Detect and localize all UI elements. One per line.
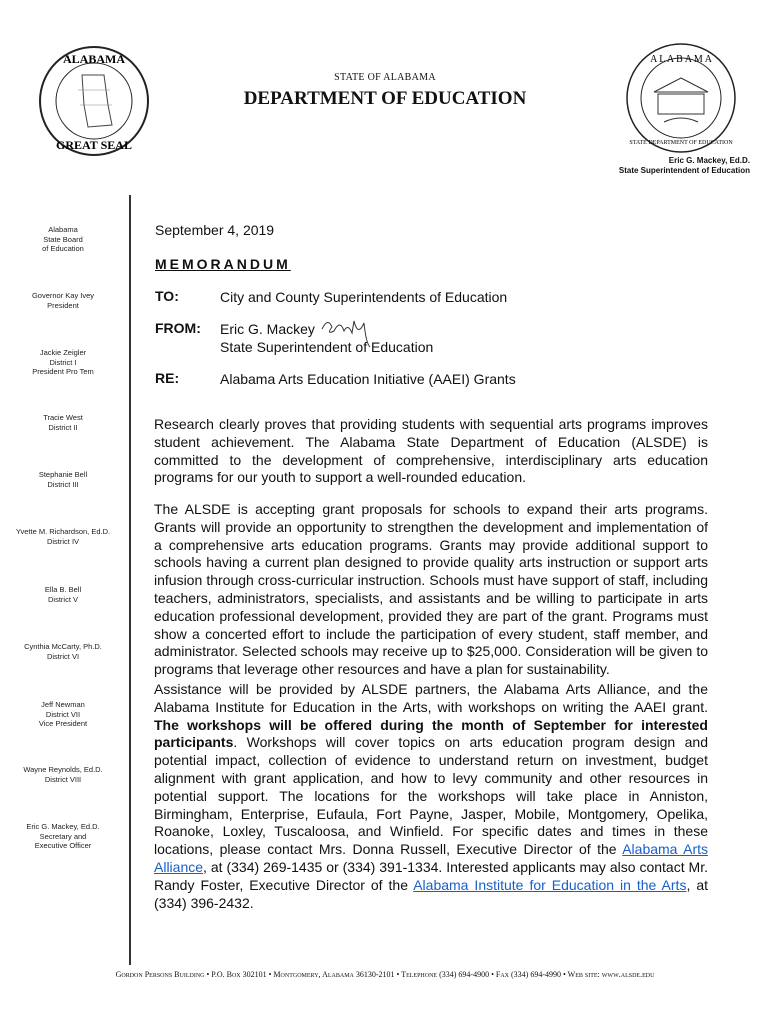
board-member-line: Wayne Reynolds, Ed.D. (23, 765, 103, 774)
board-member (0, 765, 126, 784)
paragraph-3 (154, 681, 708, 912)
sidebar-divider (129, 195, 131, 965)
alabama-arts-alliance-link[interactable]: Alabama Arts Alliance (154, 841, 709, 875)
board-member-line: Eric G. Mackey, Ed.D. (26, 822, 100, 831)
to-label: TO: (155, 288, 179, 304)
superintendent-name: Eric G. Mackey, Ed.D. (668, 156, 750, 165)
memo-date: September 4, 2019 (155, 222, 275, 238)
board-member-line: District VIII (44, 774, 82, 784)
from-name: Eric G. Mackey (220, 321, 315, 337)
board-member-line: President Pro Tem (32, 367, 94, 376)
board-member-line: State Board (43, 234, 83, 244)
board-member (0, 291, 126, 310)
board-member-line: District I (49, 357, 77, 367)
board-member (0, 700, 126, 729)
board-member-line: Vice President (38, 719, 88, 728)
board-member (0, 822, 126, 851)
board-member (0, 225, 126, 254)
board-member-line: Jackie Zeigler (39, 348, 87, 357)
p3-text-c: , at (334) 269-1435 or (334) 391-1334. Interested applicants may also contact Mr. Randy Foster, Executive Director of the (154, 858, 708, 893)
paragraph-2: The ALSDE is accepting grant proposals for schools to expand their arts programs. Grants will provide an opportunity to strengthen the development and implementation of a comprehensive arts education programs. Grants may provide additional support to schools having a current plan designed to provide quality arts instruction or support arts infusion through cross-curricular instruction. Schools must have support of staff, including teachers, administrators, specialists, and assistants and be willing to participate in arts education professional development, provided they are part of the grant. Programs must show a concerted effort to include the participation of every student, staff member, and administrator. Selected schools may receive up to $25,000. Consideration will be given to programs that leverage other resources and have a plan for sustainability. (154, 501, 708, 678)
department-heading: DEPARTMENT OF EDUCATION (243, 88, 527, 109)
board-member (0, 527, 126, 546)
board-member-line: District VII (45, 709, 81, 719)
footer-address: Gordon Persons Building • P.O. Box 302101 • Montgomery, Alabama 36130-2101 • Telephone (334) 694-4900 • Fax (334) 694-4990 • Web site: www.alsde.edu (115, 970, 655, 979)
svg-text:GREAT SEAL: GREAT SEAL (56, 138, 132, 152)
svg-text:A L A B A M A: A L A B A M A (650, 54, 712, 65)
p3-bold-text: The workshops will be offered during the month of September for interested participants (154, 716, 708, 751)
board-member-line: Secretary and (39, 831, 87, 841)
superintendent-block (619, 156, 750, 176)
board-member-line: District VI (46, 651, 80, 661)
board-member (0, 642, 126, 661)
board-member-line: Tracie West (43, 413, 83, 422)
board-member (0, 470, 126, 489)
board-member-line: Ella B. Bell (44, 585, 82, 594)
board-member-line: Yvette M. Richardson, Ed.D. (15, 527, 111, 536)
board-member-line: of Education (42, 244, 84, 253)
board-member-line: Executive Officer (34, 841, 92, 850)
to-value: City and County Superintendents of Education (220, 289, 508, 305)
p3-text-d: , at (334) 396-2432. (154, 876, 708, 911)
board-member (0, 413, 126, 432)
memo-heading: MEMORANDUM (155, 256, 291, 272)
board-member-line: Governor Kay Ivey (31, 291, 95, 300)
board-member-line: Cynthia McCarty, Ph.D. (24, 642, 102, 651)
from-title: State Superintendent of Education (220, 339, 434, 355)
board-member-line: Jeff Newman (41, 700, 85, 709)
p3-text-a: Assistance will be provided by ALSDE partners, the Alabama Arts Alliance, and the Alabama Institute for Education in the Arts, with workshops on writing the AAEI grant. (154, 681, 708, 715)
from-label: FROM: (155, 320, 201, 336)
board-member-line: District IV (46, 536, 80, 546)
board-member (0, 348, 126, 377)
board-member-line: District V (48, 594, 78, 604)
board-member-line: Alabama (48, 225, 78, 234)
p3-text-b: . Workshops will cover topics on arts education program design and potential impact, collection of evidence to understand return on investment, budget alignment with grant application, and how to levy community and other resources in potential support. The locations for the workshops will take place in Anniston, Birmingham, Enterprise, Eufaula, Fort Payne, Jasper, Mobile, Montgomery, Opelika, Roanoke, Loxley, Tuscaloosa, and Winfield. For specific dates and times in these locations, please contact Mrs. Donna Russell, Executive Director of the (154, 734, 708, 858)
state-heading: STATE OF ALABAMA (334, 72, 436, 83)
board-member-line: Stephanie Bell (38, 470, 88, 479)
re-value: Alabama Arts Education Initiative (AAEI) Grants (220, 371, 516, 387)
paragraph-1: Research clearly proves that providing students with sequential arts programs improves student achievement. The Alabama State Department of Education (ALSDE) is committed to the development of comprehensive, interdisciplinary arts education programs for our youth to support a well-rounded education. (154, 416, 708, 486)
svg-text:STATE DEPARTMENT OF EDUCATION: STATE DEPARTMENT OF EDUCATION (629, 140, 733, 146)
signature (318, 313, 378, 349)
superintendent-title: State Superintendent of Education (618, 166, 750, 175)
board-member-line: District II (48, 422, 78, 432)
re-label: RE: (155, 370, 180, 386)
board-member-line: District III (47, 479, 79, 489)
alabama-institute-link[interactable]: Alabama Institute for Education in the Arts (413, 876, 687, 893)
board-member-line: President (47, 300, 79, 310)
svg-text:ALABAMA: ALABAMA (63, 52, 125, 66)
board-member (0, 585, 126, 604)
